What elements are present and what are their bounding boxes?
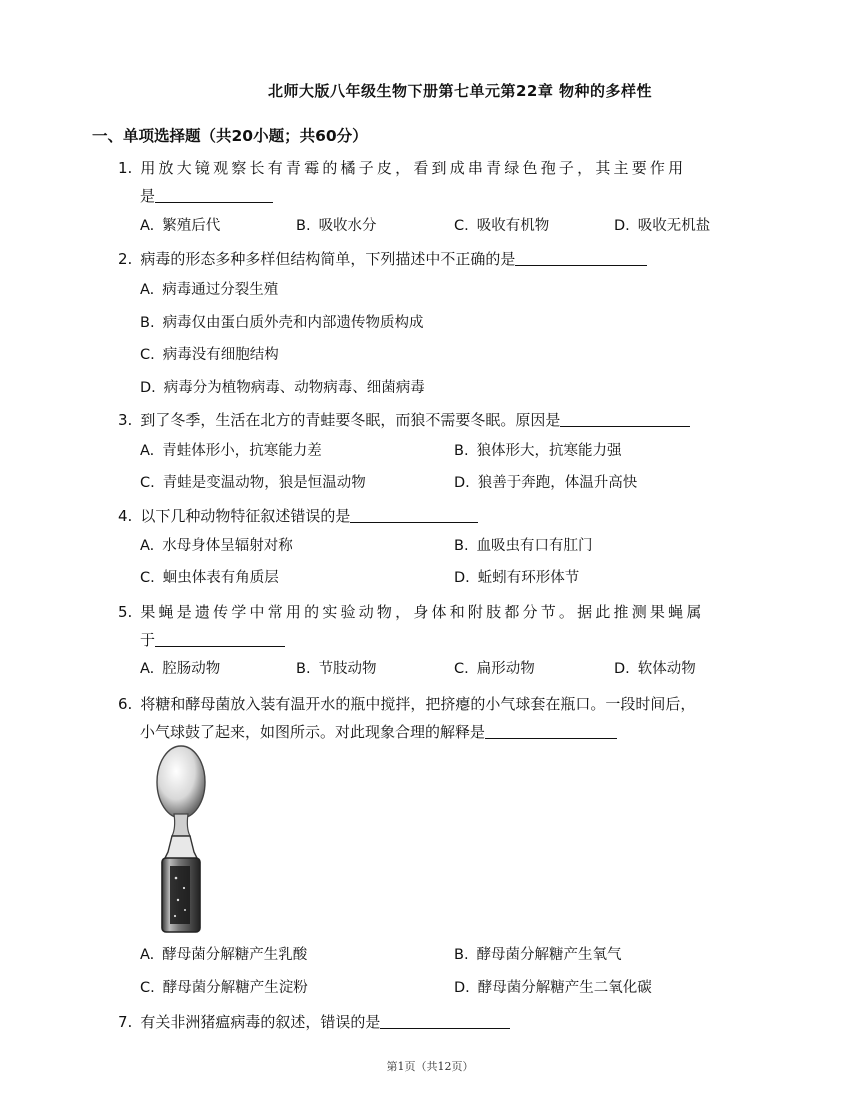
- answer-blank[interactable]: [515, 249, 647, 266]
- question-5: [118, 598, 768, 626]
- option-b[interactable]: B. 酵母菌分解糖产生氧气: [454, 947, 622, 963]
- option-a[interactable]: A. 病毒通过分裂生殖: [140, 282, 279, 298]
- question-7: [118, 1008, 510, 1036]
- question-text: 果蝇是遗传学中常用的实验动物，身体和附肢都分节。据此推测果蝇属: [140, 603, 705, 621]
- question-1: [118, 154, 768, 182]
- option-b[interactable]: B. 吸收水分: [296, 218, 377, 234]
- option-a[interactable]: A. 水母身体呈辐射对称: [140, 538, 293, 554]
- question-number: 2.: [118, 250, 133, 268]
- question-6-continued: [140, 718, 617, 746]
- question-text: 用放大镜观察长有青霉的橘子皮，看到成串青绿色孢子，其主要作用: [140, 159, 687, 177]
- question-text: 于: [140, 631, 156, 649]
- answer-blank[interactable]: [155, 186, 273, 203]
- option-c[interactable]: C. 青蛙是变温动物，狼是恒温动物: [140, 475, 366, 491]
- option-b[interactable]: B. 血吸虫有口有肛门: [454, 538, 593, 554]
- option-d[interactable]: D. 酵母菌分解糖产生二氧化碳: [454, 980, 652, 996]
- option-d[interactable]: D. 蚯蚓有环形体节: [454, 570, 580, 586]
- option-b[interactable]: B. 狼体形大，抗寒能力强: [454, 443, 622, 459]
- answer-blank[interactable]: [380, 1012, 510, 1029]
- question-text: 将糖和酵母菌放入装有温开水的瓶中搅拌，把挤瘪的小气球套在瓶口。一段时间后，: [140, 695, 696, 713]
- question-text: 小气球鼓了起来，如图所示。对此现象合理的解释是: [140, 723, 486, 741]
- question-text: 是: [140, 187, 156, 205]
- option-d[interactable]: D. 软体动物: [614, 661, 696, 677]
- bottle-label: [170, 866, 190, 924]
- question-number: 4.: [118, 507, 133, 525]
- option-c[interactable]: C. 蛔虫体表有角质层: [140, 570, 279, 586]
- question-number: 5.: [118, 603, 133, 621]
- option-c[interactable]: C. 酵母菌分解糖产生淀粉: [140, 980, 308, 996]
- option-a[interactable]: A. 青蛙体形小，抗寒能力差: [140, 443, 322, 459]
- option-d[interactable]: D. 吸收无机盐: [614, 218, 711, 234]
- option-c[interactable]: C. 病毒没有细胞结构: [140, 347, 279, 363]
- question-text: 有关非洲猪瘟病毒的叙述，错误的是: [140, 1013, 381, 1031]
- question-1-continued: [140, 182, 273, 210]
- document-title: 北师大版八年级生物下册第七单元第22章 物种的多样性: [267, 82, 653, 100]
- question-6: [118, 690, 695, 718]
- question-number: 7.: [118, 1013, 133, 1031]
- question-number: 6.: [118, 695, 133, 713]
- answer-blank[interactable]: [155, 630, 285, 647]
- balloon-bottle-figure: [148, 744, 218, 934]
- section-heading: 一、单项选择题（共20小题；共60分）: [92, 127, 368, 145]
- option-b[interactable]: B. 病毒仅由蛋白质外壳和内部遗传物质构成: [140, 315, 424, 331]
- question-3: [118, 406, 690, 434]
- answer-blank[interactable]: [560, 410, 690, 427]
- answer-blank[interactable]: [485, 722, 617, 739]
- option-d[interactable]: D. 狼善于奔跑，体温升高快: [454, 475, 638, 491]
- option-d[interactable]: D. 病毒分为植物病毒、动物病毒、细菌病毒: [140, 380, 425, 396]
- question-number: 1.: [118, 159, 133, 177]
- option-a[interactable]: A. 繁殖后代: [140, 218, 221, 234]
- answer-blank[interactable]: [350, 506, 478, 523]
- option-a[interactable]: A. 酵母菌分解糖产生乳酸: [140, 947, 308, 963]
- question-number: 3.: [118, 411, 133, 429]
- question-text: 病毒的形态多种多样但结构简单，下列描述中不正确的是: [140, 250, 516, 268]
- option-c[interactable]: C. 吸收有机物: [454, 218, 550, 234]
- question-2: [118, 245, 647, 273]
- question-5-continued: [140, 626, 285, 654]
- option-a[interactable]: A. 腔肠动物: [140, 661, 221, 677]
- balloon-neck: [172, 814, 190, 836]
- question-text: 到了冬季，生活在北方的青蛙要冬眠，而狼不需要冬眠。原因是: [140, 411, 561, 429]
- page-footer: 第1页（共12页）: [386, 1060, 474, 1073]
- bottle-shoulder: [164, 836, 198, 860]
- option-b[interactable]: B. 节肢动物: [296, 661, 377, 677]
- question-text: 以下几种动物特征叙述错误的是: [140, 507, 351, 525]
- question-4: [118, 502, 478, 530]
- option-c[interactable]: C. 扁形动物: [454, 661, 535, 677]
- balloon: [157, 746, 205, 818]
